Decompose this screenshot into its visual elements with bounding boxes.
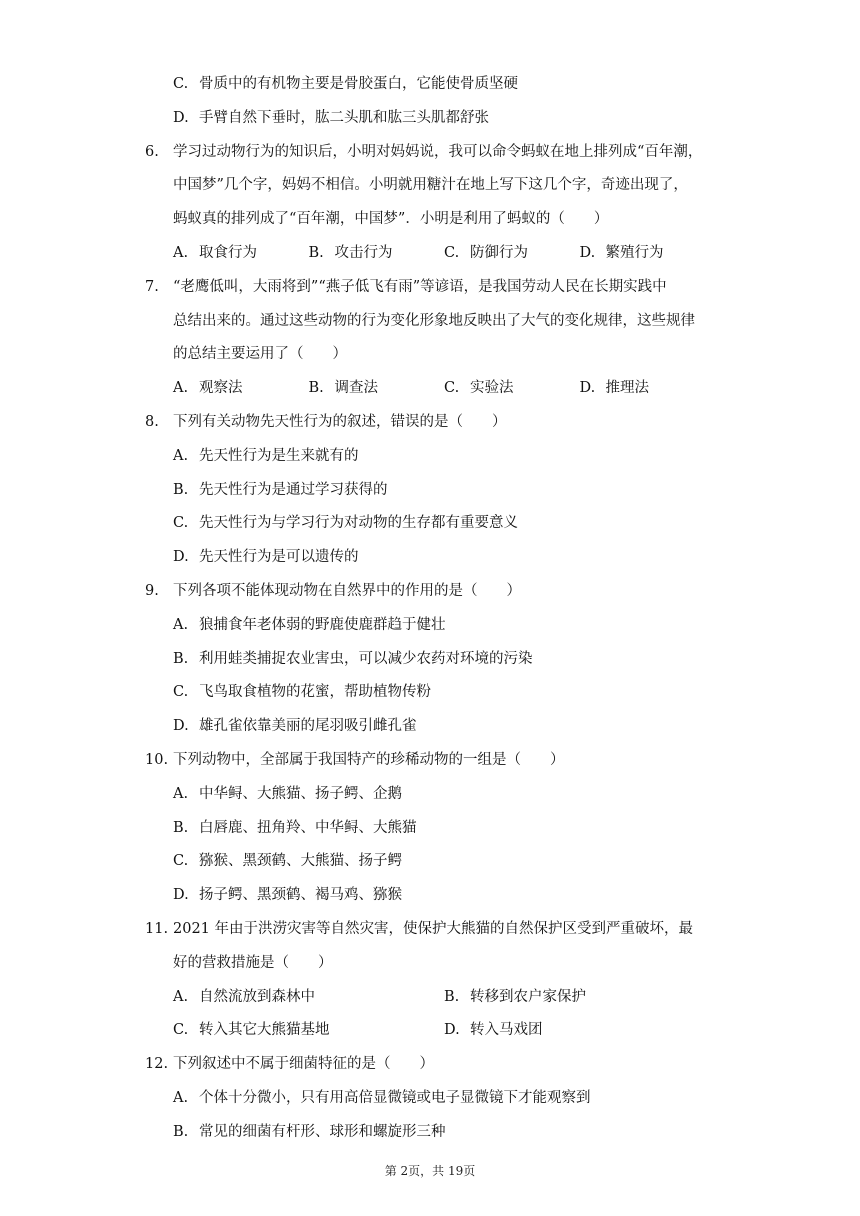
question-number: 8.	[145, 413, 159, 430]
question-number: 11.	[145, 920, 169, 937]
question-number: 7.	[145, 278, 159, 295]
question-text: 总结出来的。通过这些动物的行为变化形象地反映出了大气的变化规律，这些规律	[173, 312, 695, 329]
question-text: 蚂蚁真的排列成了“百年潮，中国梦”．小明是利用了蚂蚁的（ ）	[173, 211, 609, 228]
question-text: 的总结主要运用了（ ）	[173, 346, 347, 363]
option: C. 猕猴、黑颈鹤、大熊猫、扬子鳄	[173, 853, 402, 870]
question-text: 下列动物中，全部属于我国特产的珍稀动物的一组是（ ）	[173, 751, 565, 768]
question-number: 12.	[145, 1056, 169, 1073]
option: A. 先天性行为是生来就有的	[173, 447, 359, 464]
question-number: 6.	[145, 143, 159, 160]
option: D. 繁殖行为	[579, 244, 664, 261]
question-number: 9.	[145, 582, 159, 599]
question-9	[145, 575, 715, 609]
question-text: 2021 年由于洪涝灾害等自然灾害，使保护大熊猫的自然保护区受到严重破坏，最	[173, 920, 694, 937]
question-12	[145, 1048, 715, 1082]
question-8	[145, 406, 715, 440]
question-text: 下列各项不能体现动物在自然界中的作用的是（ ）	[173, 582, 521, 599]
option: C. 先天性行为与学习行为对动物的生存都有重要意义	[173, 515, 518, 532]
question-text: “老鹰低叫，大雨将到”“燕子低飞有雨”等谚语，是我国劳动人民在长期实践中	[173, 278, 667, 295]
option: D. 转入马戏团	[444, 1022, 543, 1039]
option: D. 雄孔雀依靠美丽的尾羽吸引雌孔雀	[173, 718, 417, 735]
option: B. 先天性行为是通过学习获得的	[173, 481, 388, 498]
option: D. 推理法	[579, 380, 649, 397]
question-list	[145, 68, 715, 1150]
option: C. 飞鸟取食植物的花蜜，帮助植物传粉	[173, 684, 431, 701]
question-6	[145, 136, 715, 237]
option: A. 观察法	[173, 380, 243, 397]
option: A. 取食行为	[173, 244, 257, 261]
question-7	[145, 271, 715, 372]
option: B. 常见的细菌有杆形、球形和螺旋形三种	[173, 1123, 446, 1140]
options-row	[145, 981, 715, 1015]
question-text: 下列有关动物先天性行为的叙述，错误的是（ ）	[173, 413, 507, 430]
option: B. 白唇鹿、扭角羚、中华鲟、大熊猫	[173, 819, 417, 836]
question-text: 中国梦”几个字，妈妈不相信。小明就用糖汁在地上写下这几个字，奇迹出现了，	[173, 177, 688, 194]
question-text: 学习过动物行为的知识后，小明对妈妈说，我可以命令蚂蚁在地上排列成“百年潮，	[173, 143, 703, 160]
option: A. 自然流放到森林中	[173, 988, 315, 1005]
page-footer: 第 2页，共 19页	[384, 1164, 476, 1178]
question-text: 下列叙述中不属于细菌特征的是（ ）	[173, 1056, 434, 1073]
question-number: 10.	[145, 751, 169, 768]
option-5d: D. 手臂自然下垂时，肱二头肌和肱三头肌都舒张	[173, 109, 489, 126]
option-5c: C. 骨质中的有机物主要是骨胶蛋白，它能使骨质坚硬	[173, 76, 518, 92]
options-row	[145, 237, 715, 271]
option: A. 狼捕食年老体弱的野鹿使鹿群趋于健壮	[173, 616, 446, 633]
question-10	[145, 744, 715, 778]
option: C. 实验法	[444, 380, 514, 397]
option: B. 调查法	[308, 380, 378, 397]
option: D. 先天性行为是可以遗传的	[173, 549, 359, 566]
options-row	[145, 372, 715, 406]
option: C. 转入其它大熊猫基地	[173, 1022, 330, 1039]
question-text: 好的营救措施是（ ）	[173, 954, 333, 971]
option: A. 中华鲟、大熊猫、扬子鳄、企鹅	[173, 785, 402, 802]
option: B. 转移到农户家保护	[444, 988, 586, 1005]
option: D. 扬子鳄、黑颈鹤、褐马鸡、猕猴	[173, 887, 402, 904]
options-row	[145, 1014, 715, 1048]
option: C. 防御行为	[444, 244, 528, 261]
option: A. 个体十分微小，只有用高倍显微镜或电子显微镜下才能观察到	[173, 1089, 591, 1106]
option: B. 攻击行为	[308, 244, 393, 261]
question-11	[145, 913, 715, 981]
option: B. 利用蛙类捕捉农业害虫，可以减少农药对环境的污染	[173, 650, 533, 667]
